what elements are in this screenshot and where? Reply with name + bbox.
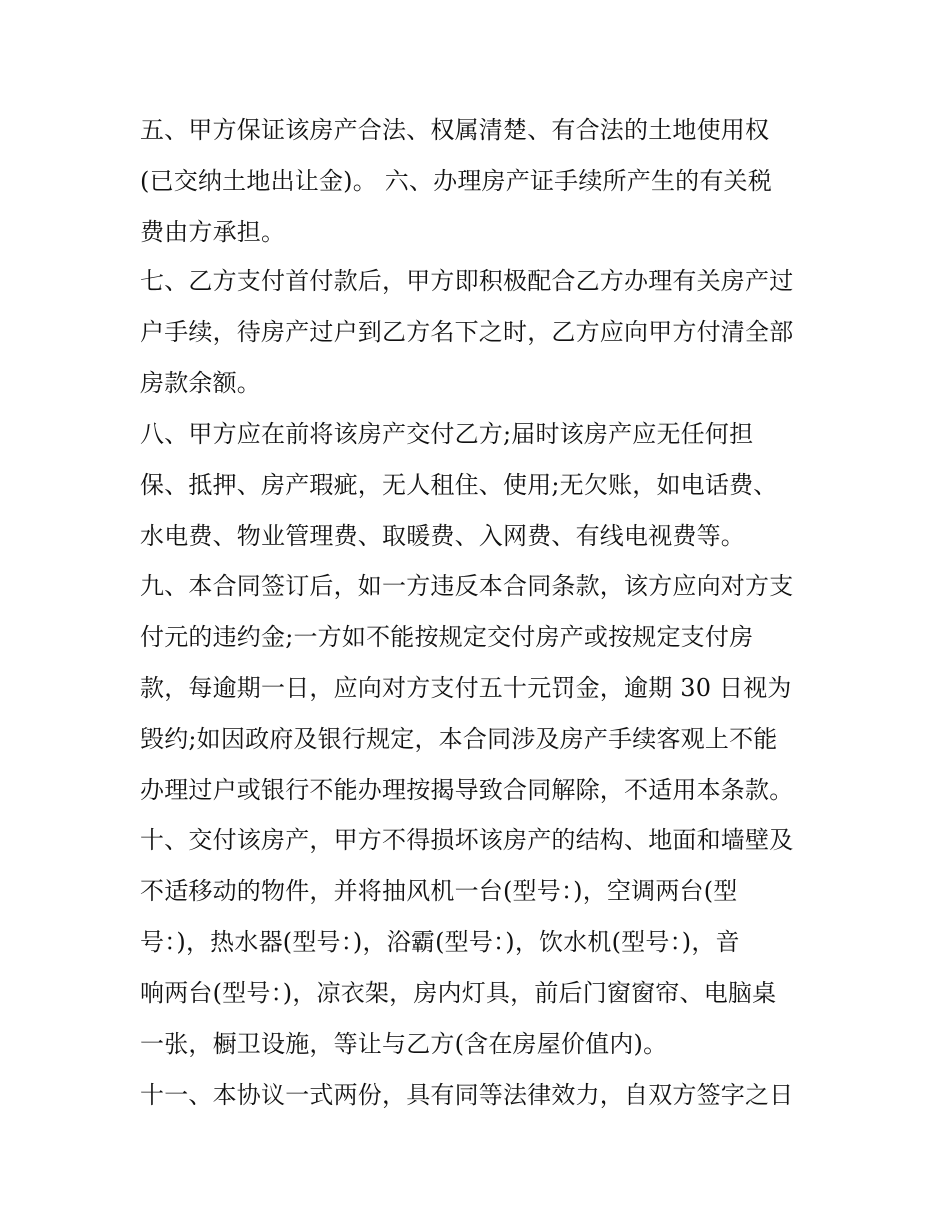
- text-line: 五、甲方保证该房产合法、权属清楚、有合法的土地使用权: [140, 116, 770, 144]
- text-line: 保、抵押、房产瑕疵，无人租住、使用;无欠账，如电话费、: [140, 471, 778, 499]
- text-line: 七、乙方支付首付款后，甲方即积极配合乙方办理有关房产过: [140, 267, 794, 295]
- text-line: 九、本合同签订后，如一方违反本合同条款，该方应向对方支: [140, 572, 794, 600]
- text-line: 十一、本协议一式两份，具有同等法律效力，自双方签字之日: [140, 1081, 794, 1109]
- text-line: 水电费、物业管理费、取暖费、入网费、有线电视费等。: [140, 522, 745, 550]
- text-line: 房款余额。: [140, 369, 261, 397]
- text-line: 响两台(型号：)，凉衣架，房内灯具，前后门窗窗帘、电脑桌: [140, 979, 777, 1007]
- text-line: 办理过户或银行不能办理按揭导致合同解除，不适用本条款。: [140, 776, 794, 804]
- text-line: 八、甲方应在前将该房产交付乙方;届时该房产应无任何担: [140, 420, 754, 448]
- text-line: 号：)，热水器(型号：)，浴霸(型号：)，饮水机(型号：)，音: [140, 928, 740, 956]
- text-line: 不适移动的物件，并将抽风机一台(型号：)，空调两台(型: [140, 877, 738, 905]
- text-line: 十、交付该房产，甲方不得损坏该房产的结构、地面和墙壁及: [140, 826, 794, 854]
- text-line: 户手续，待房产过户到乙方名下之时，乙方应向甲方付清全部: [140, 318, 794, 346]
- text-line: (已交纳土地出让金)。 六、办理房产证手续所产生的有关税: [140, 167, 772, 195]
- text-line: 费由方承担。: [140, 218, 286, 246]
- text-line: 款，每逾期一日，应向对方支付五十元罚金，逾期 30 日视为: [140, 674, 792, 702]
- text-line: 一张，橱卫设施，等让与乙方(含在房屋价值内)。: [140, 1030, 668, 1058]
- text-line: 毁约;如因政府及银行规定，本合同涉及房产手续客观上不能: [140, 725, 778, 753]
- text-line: 付元的违约金;一方如不能按规定交付房产或按规定支付房: [140, 623, 754, 651]
